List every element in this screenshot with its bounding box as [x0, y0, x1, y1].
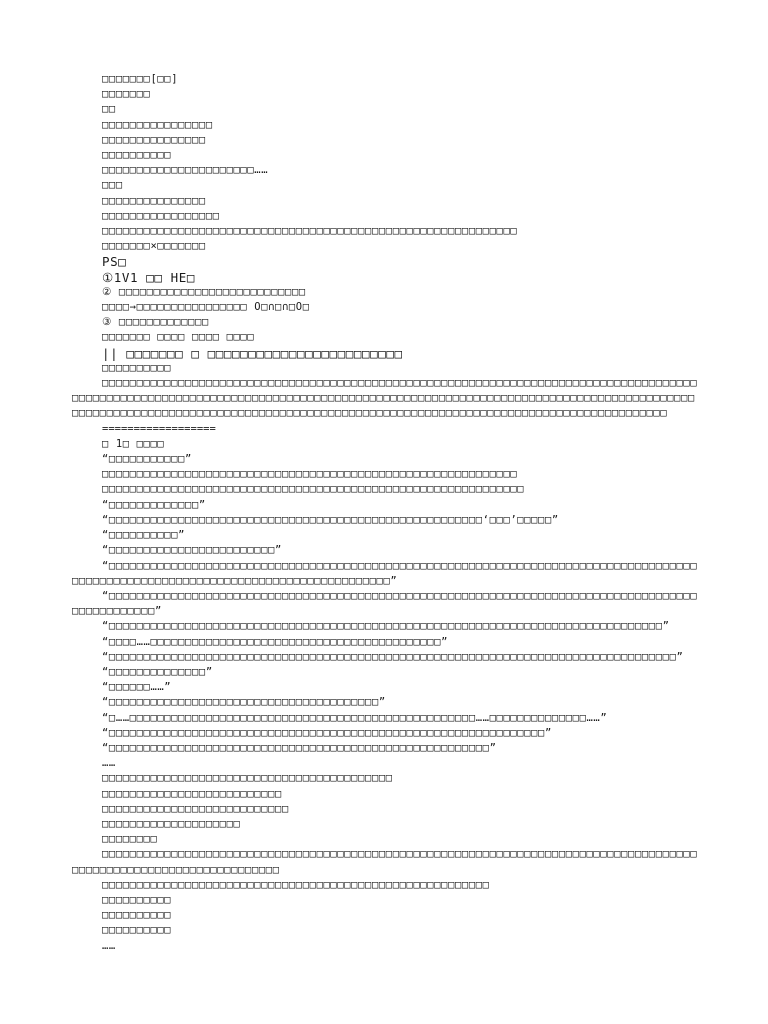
text-line: “□□□□□□□□□□□□□□□□□□□□□□□□”	[102, 544, 282, 557]
document-body	[72, 72, 698, 954]
text-line: □□□□□□□□□□	[102, 361, 172, 374]
text-line: ……	[102, 939, 116, 952]
text-line: □□	[102, 103, 116, 116]
text-line: “□□□□□□□□□□□□□□□□□□□□□□□□□□□□□□□□□□□□□□□□□□□□□□□□□□□□□□□□□□□□□□□□□□□□□□□□□□□□□□□□”	[102, 620, 670, 633]
text-line: PS□	[102, 254, 127, 270]
text-line: □□□□□□□	[102, 88, 151, 101]
text-line: “□□□□□□□□□□□□□□□□□□□□□□□□□□□□□□□□□□□□□□□□□□□□□□□□□□□□□□□□□□□□□□□□□□□□□□□□□□□□□□□□□□□□□□□□□□□□□□□□□□□□□□□□□□□□□□□□□□□□□□□□□□□□□□□□□□□”	[72, 559, 698, 587]
text-line: □□□	[102, 179, 123, 192]
text-line: □□□□□□□□□□	[102, 893, 172, 906]
text-line: □□□□□□□□□□□□□□□□□□□□□□□□□□□□□□□□□□□□□□□□□□□□□□□□□□□□□□□□□□□□□□□□□□□□□□□□□□□□□□□□□□□□□□□□□□□□□□□□□□□□□□□□□□□□□□□□□□□□	[72, 848, 698, 876]
text-line: □□□□□□□□□□□□□□□	[102, 194, 206, 207]
separator-line: ==================	[102, 422, 216, 435]
text-line: ……	[102, 757, 116, 770]
text-line: □□□□□□□[□□]	[102, 73, 179, 85]
text-line: □□□□□□□□□□□□□□□□□□□□□□……	[102, 164, 269, 177]
text-line: ①1V1 □□ HE□	[102, 269, 196, 285]
text-line: || □□□□□□□ □ □□□□□□□□□□□□□□□□□□□□□□□□	[102, 345, 403, 361]
text-line: “□□□□□□□□□□□□□□□□□□□□□□□□□□□□□□□□□□□□□□□□□□□□□□□□□□□□□□□□□□□□□□□□□□□□□□□□□□□□□□□□□□”	[102, 650, 684, 663]
text-line: □□□□□□□□□□□□□□□□□□□□□□□□□□	[102, 787, 282, 800]
text-line: □□□□□□□□□□□□□□□□□□□□□□□□□□□□□□□□□□□□□□□□□□□□□□□□□□□□□□□□□□□□	[102, 225, 518, 238]
text-line: □□□□□□□□□□□□□□□□□□□□□□□□□□□□□□□□□□□□□□□□□□□□□□□□□□□□□□□□□□□□□	[102, 483, 525, 496]
text-line: □□□□□□□□□□□□□□□□□□□□□□□□□□□□□□□□□□□□□□□□□□□□□□□□□□□□□□□□□□□□	[102, 468, 518, 481]
text-line: □□□□□□□□□□□□□□□□□□□□□□□□□□□□□□□□□□□□□□□□□□□□□□□□□□□□□□□□□□□□□□□□□□□□□□□□□□□□□□□□□□□□□□□□□□□□□□□□□□□□□□□□□□□□□□□□□□□□□□□□□□□□□□□□□□□□□□□□□□□□□□□□□□□□□□□□□□□□□□□□□□□□□□□□□□□□□□□□□□□□□□□□□□□□□□□□□□□□□□□□□□□□□□□□□□□□□□□□□□□□□□□□□□□□□□□□□□□□□□□□□□□□□□□□□□□□□□□□□□□□□□	[72, 377, 698, 420]
text-line: “□□□□□□□□□□□□□□□□□□□□□□□□□□□□□□□□□□□□□□□”	[102, 696, 386, 709]
text-line: “□□□□□□□□□□□□□□□□□□□□□□□□□□□□□□□□□□□□□□□□□□□□□□□□□□□□□□‘□□□’□□□□□”	[102, 513, 559, 526]
text-line: □□□□□□□□□□□□□□□□□□□□	[102, 817, 241, 830]
text-line: □□□□□□□□□□	[102, 149, 172, 162]
text-line: □□□□□□□□□□□□□□□□□□□□□□□□□□□□□□□□□□□□□□□□□□□□□□□□□□□□□□□□	[102, 878, 490, 891]
text-line: □□□□□□□□□□	[102, 909, 172, 922]
text-line: “□□□□□□□□□□□□□□□□□□□□□□□□□□□□□□□□□□□□□□□□□□□□□□□□□□□□□□□□□□□□□□□□□□□□□□□□□□□□□□□□□□□□□□□□□□□□□□□□□”	[72, 589, 698, 618]
text-line: “□□□□□□□□□□□□□□”	[102, 665, 213, 678]
text-line: □ 1□ □□□□	[102, 437, 165, 450]
text-line: □□□□□□□□□□□□□□□□□□□□□□□□□□□	[102, 802, 289, 815]
text-line: “□□□□……□□□□□□□□□□□□□□□□□□□□□□□□□□□□□□□□□□□□□□□□□□”	[102, 635, 449, 648]
text-line: □□□□□□□□□□□□□□□	[102, 133, 206, 146]
text-line: □□□□□□□□□□	[102, 924, 172, 937]
text-line: “□□□□□□□□□□□”	[102, 453, 192, 466]
text-line: □□□□□□□□□□□□□□□□□□□□□□□□□□□□□□□□□□□□□□□□□□	[102, 772, 393, 785]
text-line: “□□□□□□……”	[102, 681, 172, 694]
text-line: ③ □□□□□□□□□□□□□	[102, 316, 209, 329]
text-line: □□□□→□□□□□□□□□□□□□□□□ O□∩□∩□O□	[102, 301, 310, 314]
text-line: “□□□□□□□□□□”	[102, 529, 186, 542]
text-line: □□□□□□□□□□□□□□□□□	[102, 209, 220, 222]
text-line: “□□□□□□□□□□□□□□□□□□□□□□□□□□□□□□□□□□□□□□□□□□□□□□□□□□□□□□□□□□□□□□□”	[102, 726, 552, 739]
text-line: □□□□□□□×□□□□□□□	[102, 240, 206, 253]
text-line: “□□□□□□□□□□□□□□□□□□□□□□□□□□□□□□□□□□□□□□□□□□□□□□□□□□□□□□□”	[102, 741, 497, 754]
text-line: “□□□□□□□□□□□□□”	[102, 498, 206, 511]
text-line: “□……□□□□□□□□□□□□□□□□□□□□□□□□□□□□□□□□□□□□□□□□□□□□□□□□□□……□□□□□□□□□□□□□□……”	[102, 711, 608, 724]
text-line: □□□□□□□□□□□□□□□□	[102, 118, 213, 131]
text-line: □□□□□□□ □□□□ □□□□ □□□□	[102, 331, 255, 344]
text-line: ② □□□□□□□□□□□□□□□□□□□□□□□□□□□	[102, 285, 306, 298]
text-line: □□□□□□□□	[102, 833, 158, 846]
